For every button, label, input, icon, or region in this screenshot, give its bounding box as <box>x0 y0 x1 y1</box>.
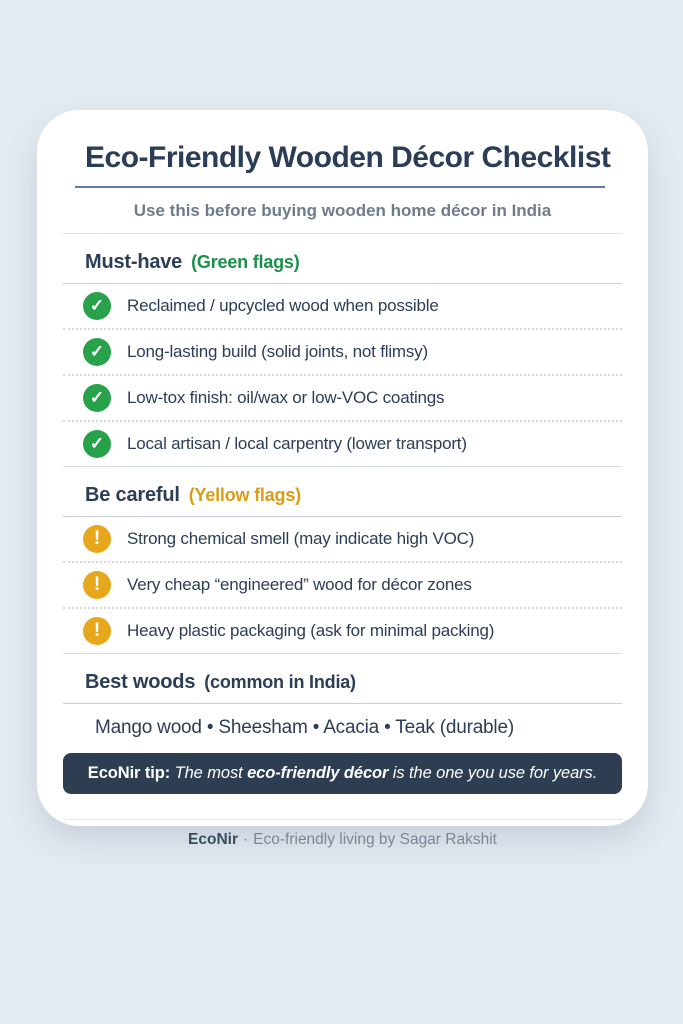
footer-divider <box>63 819 622 820</box>
checklist-item <box>63 517 622 561</box>
best-woods-list: Mango wood • Sheesham • Acacia • Teak (durable) <box>95 717 514 738</box>
section-qualifier-label: (common in India) <box>204 672 356 692</box>
warning-circle-icon: ! <box>83 525 111 553</box>
checklist-item <box>63 330 622 374</box>
checklist-item-label: Heavy plastic packaging (ask for minimal packing) <box>127 621 495 640</box>
footer <box>63 831 622 849</box>
tip-label: EcoNir tip: <box>87 764 171 782</box>
section-heading-be-careful <box>85 484 622 507</box>
check-circle-icon: ✓ <box>83 292 111 320</box>
tip-text-lead: The most <box>170 764 248 782</box>
section-title: Be careful <box>85 484 180 506</box>
check-circle-icon: ✓ <box>83 384 111 412</box>
tip-banner <box>63 753 622 794</box>
checklist-item-label: Local artisan / local carpentry (lower transport) <box>127 434 467 453</box>
checklist-item-label: Long-lasting build (solid joints, not flimsy) <box>127 342 428 361</box>
check-circle-icon: ✓ <box>83 338 111 366</box>
page-subtitle: Use this before buying wooden home décor in India <box>133 201 552 220</box>
warning-circle-icon: ! <box>83 571 111 599</box>
footer-tagline: Eco-friendly living by Sagar Rakshit <box>253 831 497 848</box>
brand-name: EcoNir <box>188 831 238 848</box>
page-title: Eco-Friendly Wooden Décor Checklist <box>85 141 611 174</box>
footer-dot-separator: · <box>242 831 249 848</box>
section-title: Must-have <box>85 251 183 273</box>
checklist-item-label: Very cheap “engineered” wood for décor zones <box>127 575 472 594</box>
section-heading-must-have <box>85 251 622 274</box>
title-underline <box>75 186 605 188</box>
checklist-item <box>63 422 622 466</box>
checklist-item <box>63 284 622 328</box>
warning-circle-icon: ! <box>83 617 111 645</box>
tip-text-emphasis: eco-friendly décor <box>247 764 389 782</box>
section-divider <box>63 653 622 654</box>
checklist-item <box>63 376 622 420</box>
checklist-item <box>63 609 622 653</box>
checklist-item-label: Strong chemical smell (may indicate high VOC) <box>127 529 475 548</box>
section-divider <box>63 466 622 467</box>
section-heading-best-woods <box>85 671 622 694</box>
section-divider <box>63 703 622 704</box>
section-flag-label: (Green flags) <box>191 252 300 272</box>
check-circle-icon: ✓ <box>83 430 111 458</box>
checklist-item-label: Reclaimed / upcycled wood when possible <box>127 296 439 315</box>
checklist-item <box>63 563 622 607</box>
section-title: Best woods <box>85 671 196 693</box>
checklist-card <box>37 110 648 848</box>
tip-text-trail: is the one you use for years. <box>388 764 598 782</box>
section-flag-label: (Yellow flags) <box>188 485 301 505</box>
checklist-item-label: Low-tox finish: oil/wax or low-VOC coatings <box>127 388 445 407</box>
header-divider <box>63 233 622 234</box>
